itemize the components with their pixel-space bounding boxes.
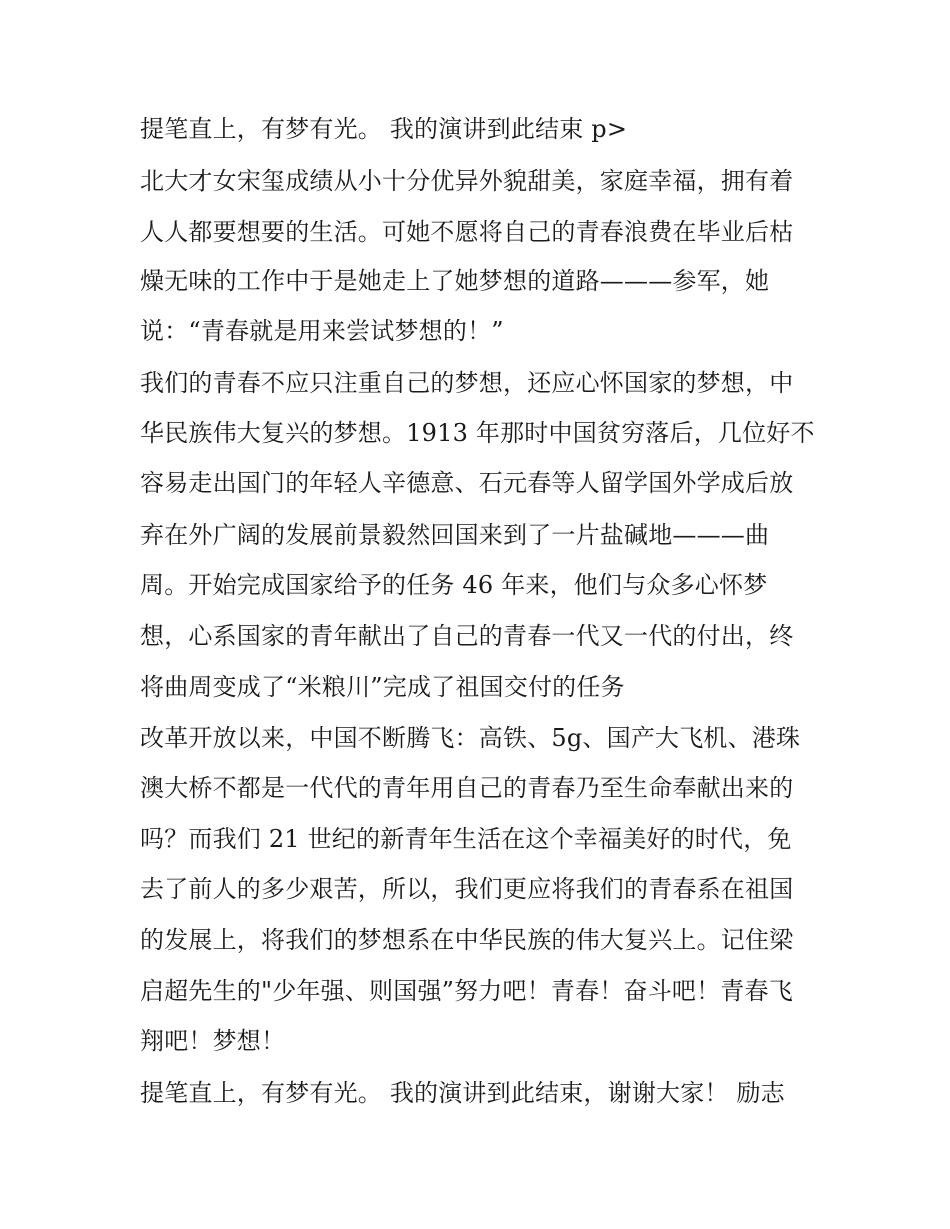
text-line: 改革开放以来，中国不断腾飞：高铁、5g、国产大飞机、港珠 [140,724,801,752]
text-line: 北大才女宋玺成绩从小十分优异外貌甜美，家庭幸福，拥有着 [140,167,794,195]
text-line: 吗？而我们 21 世纪的新青年生活在这个幸福美好的时代，免 [140,825,792,853]
text-line: 启超先生的"少年强、则国强”努力吧！青春！奋斗吧！青春飞 [140,977,793,1005]
text-line: 我们的青春不应只注重自己的梦想，还应心怀国家的梦想，中 [140,369,794,397]
text-line: 周。开始完成国家给予的任务 46 年来，他们与众多心怀梦 [140,571,768,599]
text-line: 人人都要想要的生活。可她不愿将自己的青春浪费在毕业后枯 [140,218,794,246]
text-line: 弃在外广阔的发展前景毅然回国来到了一片盐碱地———曲 [140,521,770,549]
text-line: 翔吧！梦想！ [140,1027,286,1055]
text-line: 说：“青春就是用来尝试梦想的！” [140,317,504,345]
text-line: 容易走出国门的年轻人辛德意、石元春等人留学国外学成后放 [140,469,794,497]
text-line: 提笔直上，有梦有光。 我的演讲到此结束 p> [140,115,628,143]
text-line: 想，心系国家的青年献出了自己的青春一代又一代的付出，终 [140,622,794,650]
text-line: 的发展上，将我们的梦想系在中华民族的伟大复兴上。记住梁 [140,926,794,954]
text-line: 华民族伟大复兴的梦想。1913 年那时中国贫穷落后，几位好不 [140,419,815,447]
text-line: 去了前人的多少艰苦，所以，我们更应将我们的青春系在祖国 [140,875,794,903]
text-line: 燥无味的工作中于是她走上了她梦想的道路———参军，她 [140,267,770,295]
text-line: 将曲周变成了“米粮川”完成了祖国交付的任务 [140,673,625,701]
text-line: 澳大桥不都是一代代的青年用自己的青春乃至生命奉献出来的 [140,774,794,802]
text-line: 提笔直上，有梦有光。 我的演讲到此结束，谢谢大家！ 励志 [140,1079,785,1107]
